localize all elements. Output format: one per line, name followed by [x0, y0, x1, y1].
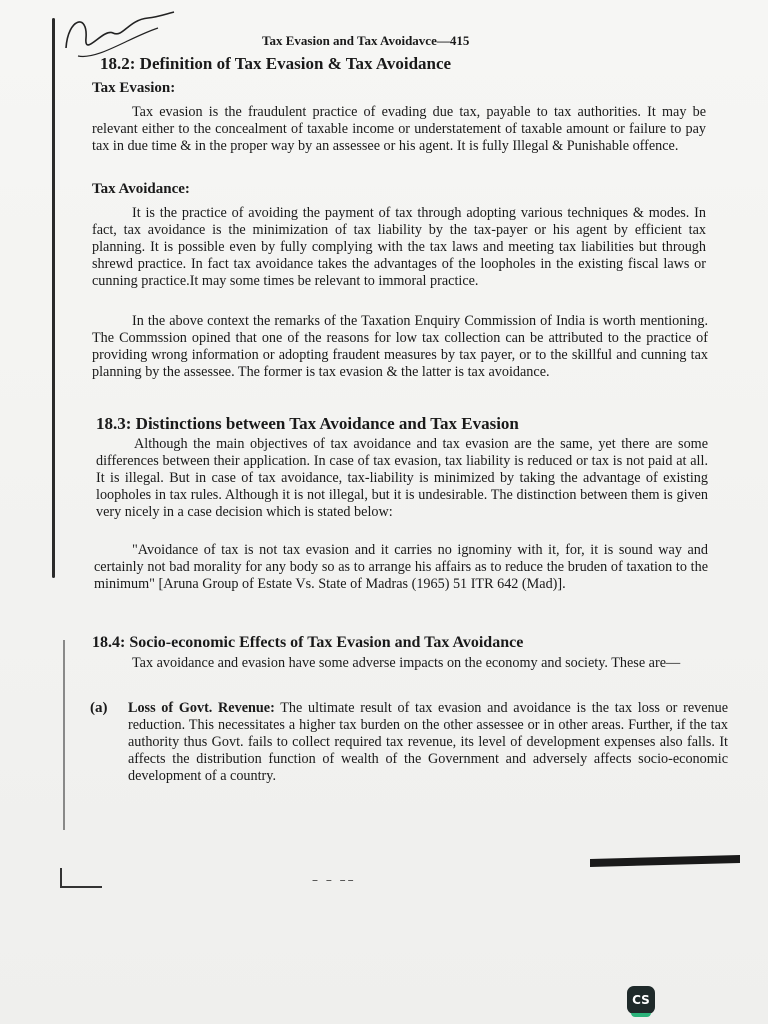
list-marker-a: (a) — [90, 700, 108, 716]
section-18-2-title: 18.2: Definition of Tax Evasion & Tax Avoidance — [100, 54, 452, 73]
commission-context-paragraph: In the above context the remarks of the Taxation Enquiry Commission of India is worth mentioning. The Commssion opined that one of the reasons for low tax collection can be attributed to the practice of providing wrong information or adopting fraudent measures by tax payer, or to the skillful and cunning tax planning by the assessee. The former is tax evasion & the latter is tax avoidance. — [92, 313, 708, 380]
corner-crop-mark — [60, 868, 102, 888]
tax-evasion-heading: Tax Evasion: — [92, 80, 176, 96]
tax-avoidance-paragraph: It is the practice of avoiding the payment of tax through adopting various techniques & modes. In fact, tax avoidance is the minimization of tax liability by the tax-payer or his agent by efficient tax planning. It is possible even by fully complying with the tax laws and meeting tax liabilities but through shrewd practice. In fact tax avoidance takes the advantages of the loopholes in the existing fiscal laws or cunning practice.It may some times be relevant to immoral practice. — [92, 205, 706, 289]
tax-evasion-paragraph: Tax evasion is the fraudulent practice of evading due tax, payable to tax authorities. It may be relevant either to the concealment of taxable income or understatement of taxable amount or failure to pay tax in due time & in the proper way by an assessee or his agent. It is fully Illegal & Punishable offence. — [92, 104, 706, 154]
case-quote-paragraph: "Avoidance of tax is not tax evasion and it carries no ignominy with it, for, it is sound way and certainly not bad morality for any body so as to arrange his affairs as to reduce the bruden of taxation to the minimum" [Aruna Group of Estate Vs. State of Madras (1965) 51 ITR 642 (Mad)]. — [94, 542, 708, 592]
tax-avoidance-heading: Tax Avoidance: — [92, 181, 190, 197]
scan-dashes: – – –– — [312, 873, 356, 887]
running-header: Tax Evasion and Tax Avoidavce—415 — [262, 33, 470, 48]
scanner-app-badge: CS — [627, 986, 655, 1014]
margin-mark — [63, 640, 65, 830]
section-18-3-title: 18.3: Distinctions between Tax Avoidance and Tax Evasion — [96, 414, 519, 433]
section-18-4-title: 18.4: Socio-economic Effects of Tax Evasion and Tax Avoidance — [92, 634, 524, 651]
binding-edge-shadow — [52, 18, 55, 578]
list-item-a-text: The ultimate result of tax evasion and avoidance is the tax loss or revenue reduction. This necessitates a higher tax burden on the other assessee or in other areas. Further, if the tax authority thus Govt. fails to collect required tax revenue, its level of development expenses also falls. It affects the distribution function of wealth of the Government and adversely affects socio-economic development of a country. — [128, 700, 729, 784]
distinction-paragraph: Although the main objectives of tax avoidance and tax evasion are the same, yet there are some differences between their application. In case of tax evasion, tax liability is reduced or tax is not paid at all. It is illegal. But in case of tax avoidance, tax-liability is minimized by taking the advantage of existing loopholes in tax rules. Although it is not illegal, but it is undesirable. The distinction between them is given very nicely in a case decision which is stated below: — [96, 436, 708, 520]
list-item-a — [128, 700, 728, 785]
effects-intro-paragraph: Tax avoidance and evasion have some adverse impacts on the economy and society. These are— — [132, 655, 681, 671]
list-item-a-title: Loss of Govt. Revenue: — [128, 700, 275, 716]
scan-edge-line — [590, 855, 740, 867]
